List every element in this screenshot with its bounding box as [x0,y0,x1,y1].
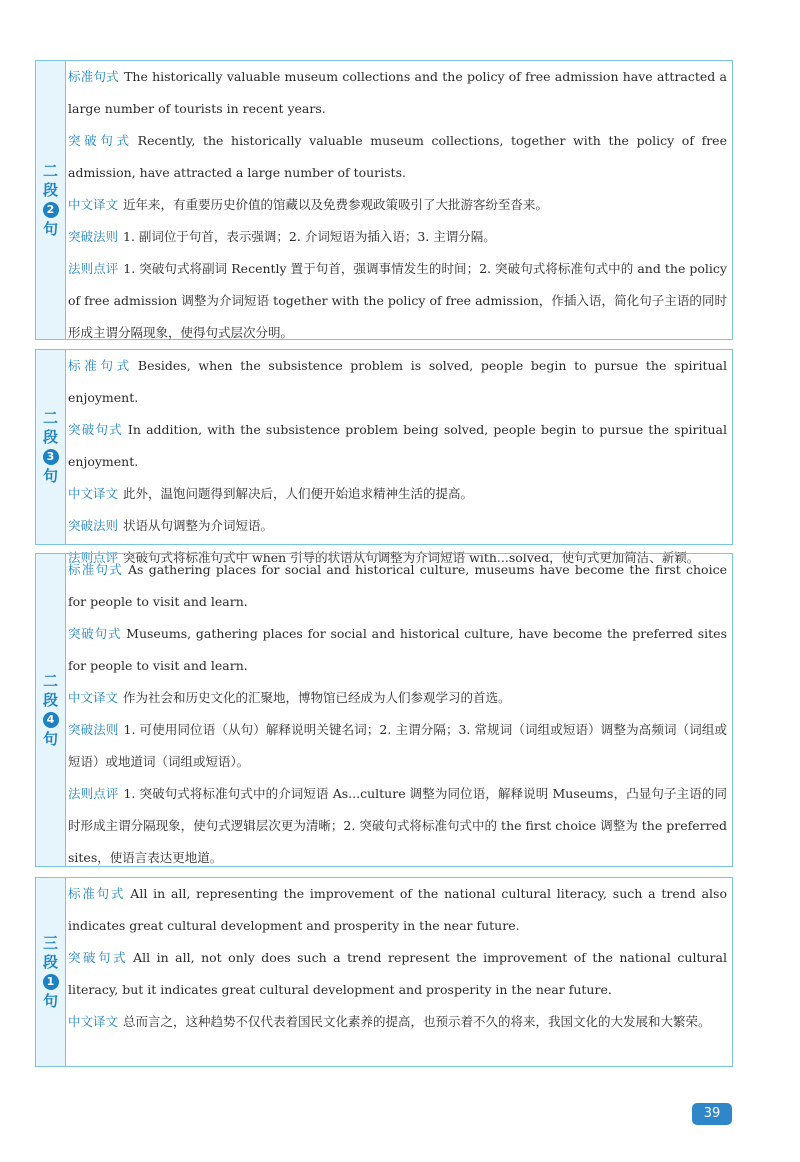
breakthrough-row [68,942,727,1006]
comment-tag: 法则点评 [68,261,119,276]
label-sentence-char: 句 [42,219,58,238]
breakthrough-text: Museums, gathering places for social and historical culture, have become the preferred sites for people to visit and learn. [68,626,727,673]
sentence-card-para3-s1 [35,877,733,1067]
card-body [66,554,732,866]
translation-row [68,682,727,714]
card-side-label [36,554,66,866]
label-paragraph-number: 三 [42,933,58,952]
breakthrough-tag: 突破句式 [68,422,123,437]
rule-row [68,221,727,253]
breakthrough-row [68,618,727,682]
standard-text: Besides, when the subsistence problem is solved, people begin to pursue the spiritual enjoyment. [68,358,727,405]
translation-row [68,189,727,221]
translation-text: 总而言之，这种趋势不仅代表着国民文化素养的提高，也预示着不久的将来，我国文化的大发展和大繁荣。 [123,1014,711,1029]
label-sentence-number-badge: 2 [43,202,59,218]
rule-row [68,714,727,778]
label-sentence-char: 句 [42,729,58,748]
standard-tag: 标准句式 [68,886,126,901]
label-paragraph-char: 段 [42,690,58,709]
card-body [66,61,732,339]
label-sentence-number-badge: 3 [43,449,59,465]
page-number: 39 [692,1103,732,1125]
label-sentence-char: 句 [42,466,58,485]
rule-tag: 突破法则 [68,518,119,533]
breakthrough-row [68,125,727,189]
translation-row [68,478,727,510]
card-body [66,878,732,1066]
translation-text: 近年来，有重要历史价值的馆藏以及免费参观政策吸引了大批游客纷至沓来。 [123,197,549,212]
standard-tag: 标准句式 [68,69,120,84]
standard-row [68,350,727,414]
card-side-label [36,61,66,339]
translation-tag: 中文译文 [68,197,119,212]
label-paragraph-number: 二 [42,671,58,690]
breakthrough-text: Recently, the historically valuable museum collections, together with the policy of free admission, have attracted a large number of tourists. [68,133,727,180]
comment-tag: 法则点评 [68,550,119,565]
label-paragraph-char: 段 [42,180,58,199]
card-side-label [36,878,66,1066]
label-sentence-number-badge: 1 [43,974,59,990]
breakthrough-tag: 突破句式 [68,626,122,641]
standard-row [68,61,727,125]
translation-tag: 中文译文 [68,690,119,705]
translation-text: 作为社会和历史文化的汇聚地，博物馆已经成为人们参观学习的首选。 [123,690,511,705]
standard-row [68,554,727,618]
comment-tag: 法则点评 [68,786,119,801]
rule-row [68,510,727,542]
standard-text: As gathering places for social and historical culture, museums have become the first choice for people to visit and learn. [68,562,727,609]
rule-text: 1. 副词位于句首，表示强调；2. 介词短语为插入语；3. 主谓分隔。 [123,229,496,244]
standard-text: The historically valuable museum collections and the policy of free admission have attracted a large number of tourists in recent years. [68,69,727,116]
label-paragraph-char: 段 [42,952,58,971]
breakthrough-tag: 突破句式 [68,133,133,148]
card-body [66,350,732,565]
comment-text: 1. 突破句式将副词 Recently 置于句首，强调事情发生的时间；2. 突破句式将标准句式中的 and the policy of free admission 调整为介词短语 together with the policy of free admission，作插入语，简化句子主语的同时形成主谓分隔现象，使得句式层次分明。 [68,261,727,340]
label-sentence-char: 句 [42,991,58,1010]
rule-tag: 突破法则 [68,722,119,737]
sentence-card-para2-s4 [35,553,733,867]
translation-row [68,1006,727,1038]
rule-text: 状语从句调整为介词短语。 [123,518,274,533]
translation-text: 此外，温饱问题得到解决后，人们便开始追求精神生活的提高。 [123,486,474,501]
breakthrough-text: In addition, with the subsistence problem being solved, people begin to pursue the spiritual enjoyment. [68,422,727,469]
standard-tag: 标准句式 [68,562,124,577]
comment-text: 1. 突破句式将标准句式中的介词短语 As...culture 调整为同位语，解释说明 Museums，凸显句子主语的同时形成主谓分隔现象，使句式逻辑层次更为清晰；2. 突破句式将标准句式中的 the first choice 调整为 the preferred sites，使语言表达更地道。 [68,786,727,865]
label-paragraph-number: 二 [42,408,58,427]
sentence-card-para2-s2 [35,60,733,340]
label-paragraph-number: 二 [42,161,58,180]
label-sentence-number-badge: 4 [43,712,59,728]
standard-text: All in all, representing the improvement of the national cultural literacy, such a trend also indicates great cultural development and prosperity in the near future. [68,886,727,933]
breakthrough-text: All in all, not only does such a trend represent the improvement of the national cultural literacy, but it indicates great cultural development and prosperity in the near future. [68,950,727,997]
card-side-label [36,350,66,544]
translation-tag: 中文译文 [68,1014,119,1029]
standard-row [68,878,727,942]
rule-tag: 突破法则 [68,229,119,244]
sentence-card-para2-s3 [35,349,733,565]
breakthrough-tag: 突破句式 [68,950,129,965]
rule-text: 1. 可使用同位语（从句）解释说明关键名词；2. 主谓分隔；3. 常规词（词组或短语）调整为高频词（词组或短语）或地道词（词组或短语）。 [68,722,727,769]
comment-row [68,253,727,349]
breakthrough-row [68,414,727,478]
label-paragraph-char: 段 [42,427,58,446]
translation-tag: 中文译文 [68,486,119,501]
comment-text: 突破句式将标准句式中 when 引导的状语从句调整为介词短语 with...solved，使句式更加简洁、新颖。 [123,550,700,565]
comment-row [68,778,727,874]
standard-tag: 标准句式 [68,358,133,373]
